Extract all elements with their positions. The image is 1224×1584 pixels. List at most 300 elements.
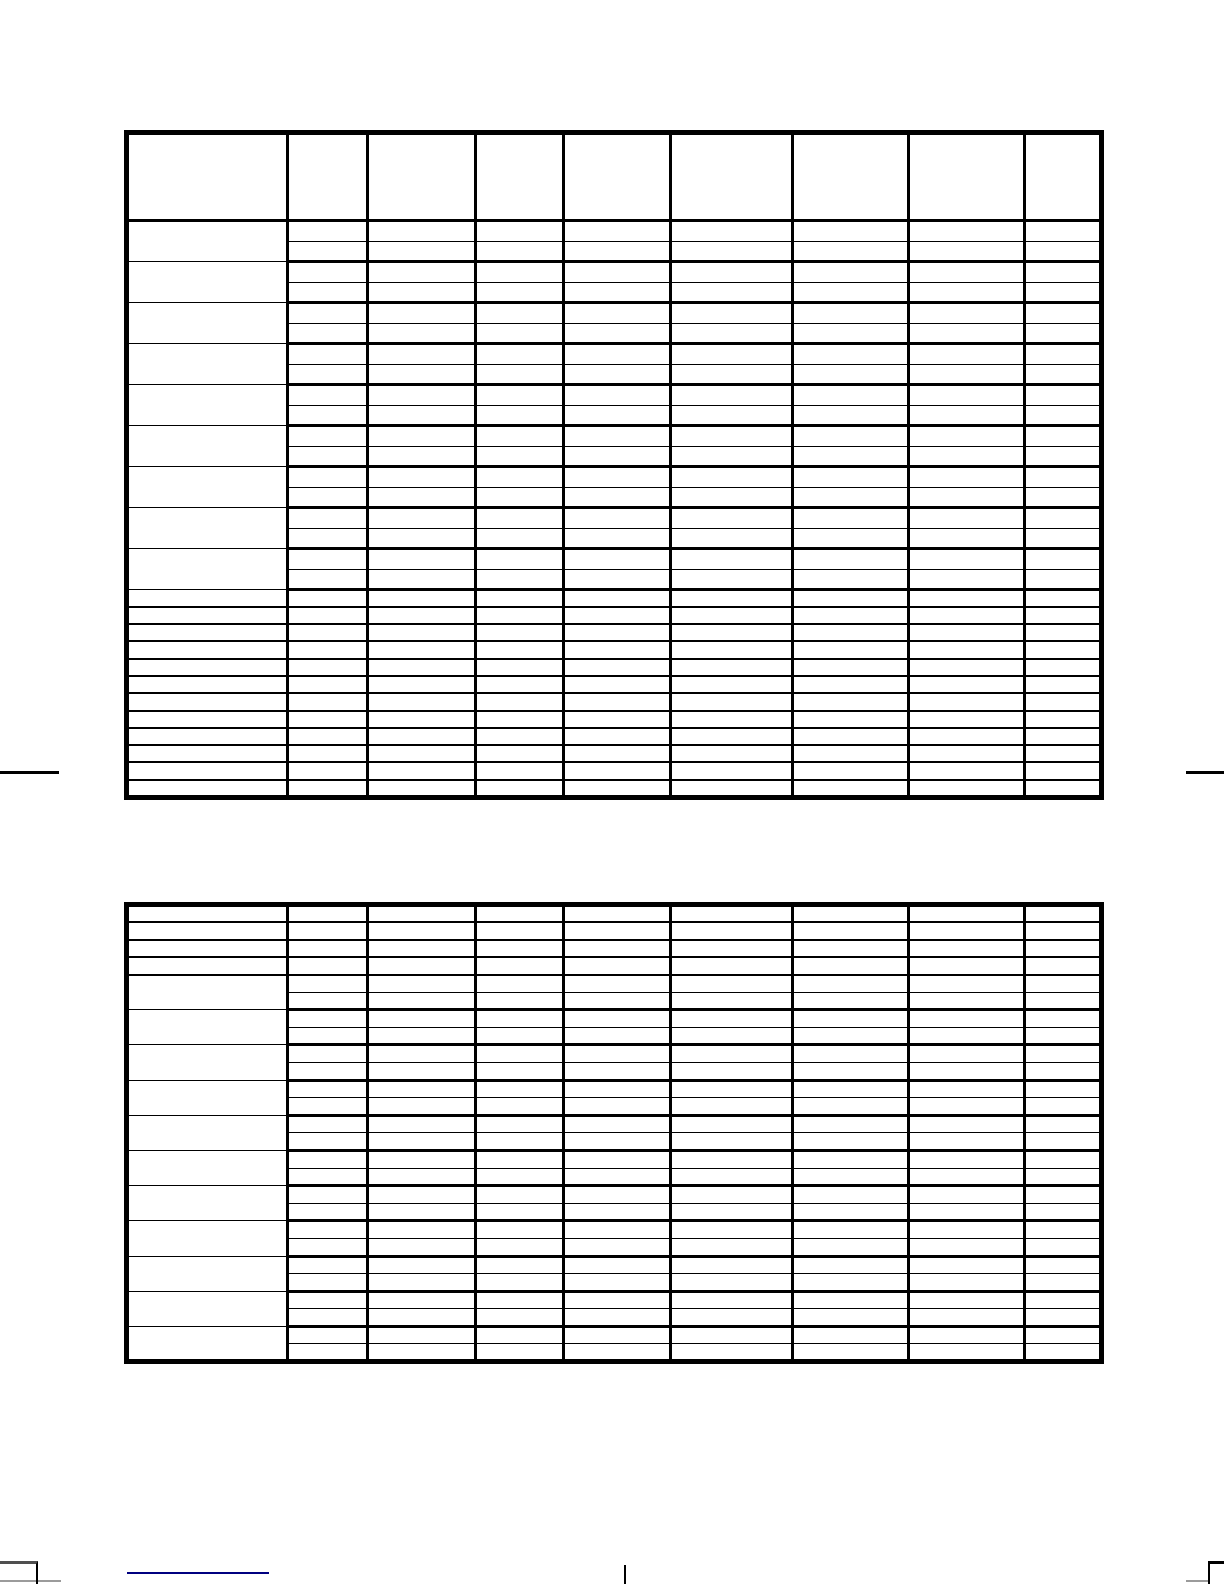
table-cell: [564, 569, 671, 590]
table-cell: [476, 711, 564, 728]
table-cell: [793, 221, 909, 242]
table-cell: [909, 1027, 1025, 1045]
table-row: [127, 1326, 1102, 1344]
table-cell: [909, 711, 1025, 728]
table-cell: [909, 549, 1025, 570]
table-row: [127, 590, 1102, 607]
row-label-cell: [127, 1221, 288, 1256]
table-cell: [368, 905, 476, 923]
table-cell: [476, 762, 564, 779]
table-cell: [1025, 940, 1102, 958]
row-label-cell: [127, 1080, 288, 1115]
table-cell: [1025, 385, 1102, 406]
table-cell: [1025, 1221, 1102, 1239]
table-cell: [1025, 467, 1102, 488]
table-cell: [793, 693, 909, 710]
table-cell: [909, 607, 1025, 624]
table-cell: [476, 992, 564, 1010]
table-cell: [476, 528, 564, 549]
table-cell: [1025, 426, 1102, 447]
table-cell: [1025, 364, 1102, 385]
table-cell: [671, 385, 793, 406]
table-cell: [671, 528, 793, 549]
row-label-cell: [127, 905, 288, 923]
table-row: [127, 1256, 1102, 1274]
table-cell: [368, 528, 476, 549]
table-cell: [909, 528, 1025, 549]
table-row: [127, 344, 1102, 365]
table-cell: [909, 728, 1025, 745]
bottom-center-tick-mark: [624, 1565, 626, 1584]
table-cell: [793, 1115, 909, 1133]
table-cell: [368, 676, 476, 693]
table-cell: [476, 508, 564, 529]
table-cell: [476, 1238, 564, 1256]
table-cell: [793, 1238, 909, 1256]
row-label-cell: [127, 385, 288, 426]
table-cell: [671, 641, 793, 658]
table-cell: [288, 992, 368, 1010]
table-cell: [909, 1045, 1025, 1063]
table-cell: [909, 992, 1025, 1010]
table-cell: [288, 1326, 368, 1344]
table-row: [127, 641, 1102, 658]
table-cell: [671, 1115, 793, 1133]
table-cell: [1025, 1203, 1102, 1221]
table-cell: [793, 446, 909, 467]
table-cell: [288, 1080, 368, 1098]
table-cell: [288, 975, 368, 993]
table-cell: [288, 446, 368, 467]
table-cell: [368, 922, 476, 940]
bottom-left-corner-mark: [0, 1561, 38, 1584]
table-cell: [671, 344, 793, 365]
table-cell: [1025, 711, 1102, 728]
table-cell: [671, 1256, 793, 1274]
table-row: [127, 549, 1102, 570]
row-label-cell: [127, 780, 288, 797]
table-cell: [793, 1326, 909, 1344]
table-cell: [1025, 1098, 1102, 1116]
table-cell: [368, 344, 476, 365]
table-cell: [564, 1326, 671, 1344]
table-cell: [671, 221, 793, 242]
table-cell: [909, 940, 1025, 958]
right-edge-crop-mark: [1186, 771, 1224, 774]
table-cell: [909, 1186, 1025, 1204]
table-cell: [368, 992, 476, 1010]
table-cell: [1025, 780, 1102, 797]
table-cell: [909, 303, 1025, 324]
table-cell: [368, 385, 476, 406]
upper-blank-table: [124, 130, 1104, 800]
table-cell: [288, 1010, 368, 1028]
table-cell: [909, 467, 1025, 488]
table-cell: [1025, 762, 1102, 779]
table-cell: [288, 303, 368, 324]
table-cell: [1025, 528, 1102, 549]
table-cell: [793, 364, 909, 385]
table-cell: [1025, 975, 1102, 993]
table-cell: [671, 1045, 793, 1063]
table-cell: [476, 659, 564, 676]
table-cell: [564, 992, 671, 1010]
table-cell: [671, 1238, 793, 1256]
row-label-cell: [127, 549, 288, 590]
table-cell: [909, 762, 1025, 779]
table-cell: [671, 693, 793, 710]
table-row: [127, 1186, 1102, 1204]
table-cell: [564, 1221, 671, 1239]
table-cell: [288, 590, 368, 607]
table-cell: [476, 676, 564, 693]
table-cell: [671, 364, 793, 385]
table-cell: [368, 1168, 476, 1186]
table-cell: [476, 1045, 564, 1063]
table-cell: [476, 282, 564, 303]
table-cell: [671, 1010, 793, 1028]
table-cell: [1025, 1010, 1102, 1028]
table-cell: [564, 221, 671, 242]
table-row: [127, 940, 1102, 958]
table-cell: [909, 344, 1025, 365]
table-cell: [288, 241, 368, 262]
table-row: [127, 762, 1102, 779]
table-cell: [671, 659, 793, 676]
table-cell: [671, 1291, 793, 1309]
table-cell: [1025, 641, 1102, 658]
table-row: [127, 975, 1102, 993]
row-label-cell: [127, 728, 288, 745]
table-cell: [793, 385, 909, 406]
table-cell: [671, 607, 793, 624]
table-cell: [1025, 446, 1102, 467]
table-cell: [288, 905, 368, 923]
row-label-cell: [127, 922, 288, 940]
table-cell: [1025, 728, 1102, 745]
table-cell: [671, 940, 793, 958]
table-row: [127, 905, 1102, 923]
table-cell: [909, 569, 1025, 590]
table-cell: [476, 957, 564, 975]
table-cell: [564, 1045, 671, 1063]
table-cell: [564, 1115, 671, 1133]
table-cell: [793, 1010, 909, 1028]
table-cell: [476, 780, 564, 797]
table-row: [127, 1221, 1102, 1239]
table-cell: [288, 676, 368, 693]
table-cell: [793, 344, 909, 365]
table-cell: [564, 1274, 671, 1292]
table-cell: [909, 133, 1025, 221]
table-cell: [909, 1133, 1025, 1151]
table-cell: [288, 426, 368, 447]
table-cell: [564, 323, 671, 344]
table-cell: [476, 624, 564, 641]
table-cell: [671, 1150, 793, 1168]
table-cell: [564, 1309, 671, 1327]
row-label-cell: [127, 975, 288, 1010]
table-cell: [564, 241, 671, 262]
table-cell: [793, 676, 909, 693]
table-cell: [793, 624, 909, 641]
table-cell: [476, 1326, 564, 1344]
row-label-cell: [127, 467, 288, 508]
table-cell: [476, 133, 564, 221]
table-cell: [476, 1062, 564, 1080]
table-cell: [1025, 590, 1102, 607]
table-cell: [793, 549, 909, 570]
table-row: [127, 385, 1102, 406]
row-label-cell: [127, 1150, 288, 1185]
table-cell: [288, 1115, 368, 1133]
table-cell: [671, 133, 793, 221]
row-label-cell: [127, 344, 288, 385]
table-row: [127, 426, 1102, 447]
table-cell: [671, 262, 793, 283]
left-edge-crop-mark: [0, 771, 59, 774]
table-cell: [288, 607, 368, 624]
table-cell: [368, 364, 476, 385]
table-cell: [1025, 693, 1102, 710]
row-label-cell: [127, 607, 288, 624]
table-cell: [909, 1344, 1025, 1362]
table-cell: [288, 940, 368, 958]
table-cell: [793, 659, 909, 676]
table-cell: [671, 508, 793, 529]
bottom-blue-underline: [127, 1572, 269, 1574]
table-cell: [564, 303, 671, 324]
table-cell: [288, 1256, 368, 1274]
table-cell: [368, 1115, 476, 1133]
table-cell: [288, 1045, 368, 1063]
table-cell: [564, 426, 671, 447]
table-cell: [1025, 1168, 1102, 1186]
table-cell: [368, 624, 476, 641]
table-cell: [1025, 1256, 1102, 1274]
table-cell: [1025, 676, 1102, 693]
table-cell: [368, 1045, 476, 1063]
table-cell: [1025, 282, 1102, 303]
table-cell: [671, 1133, 793, 1151]
row-label-cell: [127, 262, 288, 303]
table-cell: [793, 303, 909, 324]
table-cell: [1025, 607, 1102, 624]
table-cell: [1025, 1309, 1102, 1327]
table-cell: [368, 780, 476, 797]
row-label-cell: [127, 1010, 288, 1045]
table-cell: [564, 975, 671, 993]
table-cell: [368, 762, 476, 779]
table-cell: [476, 745, 564, 762]
table-cell: [368, 745, 476, 762]
table-cell: [1025, 1027, 1102, 1045]
table-cell: [368, 711, 476, 728]
table-cell: [793, 1274, 909, 1292]
table-row: [127, 607, 1102, 624]
table-cell: [476, 221, 564, 242]
table-cell: [793, 641, 909, 658]
table-cell: [671, 762, 793, 779]
table-cell: [288, 385, 368, 406]
table-cell: [564, 1344, 671, 1362]
table-cell: [909, 641, 1025, 658]
table-cell: [288, 405, 368, 426]
table-cell: [909, 405, 1025, 426]
table-cell: [671, 1168, 793, 1186]
table-cell: [793, 1203, 909, 1221]
table-cell: [564, 1080, 671, 1098]
table-cell: [793, 762, 909, 779]
table-cell: [909, 922, 1025, 940]
table-cell: [909, 659, 1025, 676]
table-row: [127, 133, 1102, 221]
table-cell: [793, 728, 909, 745]
table-cell: [1025, 262, 1102, 283]
table-cell: [368, 405, 476, 426]
table-cell: [671, 1309, 793, 1327]
table-cell: [793, 282, 909, 303]
table-cell: [288, 1291, 368, 1309]
table-cell: [793, 133, 909, 221]
table-cell: [1025, 905, 1102, 923]
table-cell: [793, 1098, 909, 1116]
table-cell: [671, 711, 793, 728]
table-cell: [476, 1098, 564, 1116]
table-cell: [793, 1309, 909, 1327]
table-row: [127, 1010, 1102, 1028]
table-cell: [288, 1309, 368, 1327]
table-cell: [909, 590, 1025, 607]
table-cell: [564, 1098, 671, 1116]
row-label-cell: [127, 940, 288, 958]
table-cell: [476, 693, 564, 710]
table-cell: [288, 1168, 368, 1186]
table-cell: [368, 241, 476, 262]
row-label-cell: [127, 693, 288, 710]
table-cell: [368, 1010, 476, 1028]
table-cell: [564, 528, 671, 549]
table-cell: [564, 762, 671, 779]
table-cell: [476, 487, 564, 508]
table-row: [127, 711, 1102, 728]
table-cell: [793, 1291, 909, 1309]
table-cell: [476, 975, 564, 993]
table-cell: [671, 992, 793, 1010]
table-cell: [564, 385, 671, 406]
table-cell: [671, 467, 793, 488]
table-cell: [909, 1291, 1025, 1309]
table-cell: [368, 1274, 476, 1292]
table-cell: [793, 975, 909, 993]
table-cell: [288, 745, 368, 762]
table-cell: [671, 446, 793, 467]
table-cell: [671, 1080, 793, 1098]
table-cell: [909, 1150, 1025, 1168]
table-cell: [368, 467, 476, 488]
table-cell: [288, 728, 368, 745]
table-cell: [564, 1291, 671, 1309]
table-cell: [564, 405, 671, 426]
table-cell: [909, 1203, 1025, 1221]
table-cell: [671, 569, 793, 590]
table-cell: [288, 1186, 368, 1204]
table-cell: [564, 1186, 671, 1204]
table-cell: [909, 745, 1025, 762]
table-cell: [1025, 1115, 1102, 1133]
table-row: [127, 728, 1102, 745]
table-cell: [1025, 323, 1102, 344]
table-cell: [793, 1150, 909, 1168]
table-cell: [368, 303, 476, 324]
table-cell: [671, 1098, 793, 1116]
table-cell: [671, 905, 793, 923]
table-cell: [368, 262, 476, 283]
table-cell: [288, 711, 368, 728]
table-cell: [368, 1309, 476, 1327]
table-cell: [564, 487, 671, 508]
table-row: [127, 693, 1102, 710]
table-cell: [671, 405, 793, 426]
table-cell: [368, 323, 476, 344]
table-cell: [909, 1309, 1025, 1327]
table-cell: [476, 1203, 564, 1221]
table-cell: [909, 1274, 1025, 1292]
table-cell: [671, 590, 793, 607]
table-cell: [288, 693, 368, 710]
table-cell: [564, 607, 671, 624]
table-cell: [793, 992, 909, 1010]
table-cell: [564, 1027, 671, 1045]
table-cell: [476, 590, 564, 607]
table-cell: [564, 641, 671, 658]
table-cell: [288, 1274, 368, 1292]
row-label-cell: [127, 659, 288, 676]
table-cell: [368, 1238, 476, 1256]
table-cell: [476, 728, 564, 745]
table-cell: [288, 1203, 368, 1221]
table-cell: [1025, 487, 1102, 508]
table-cell: [368, 641, 476, 658]
table-cell: [476, 905, 564, 923]
table-cell: [476, 1256, 564, 1274]
table-cell: [476, 1115, 564, 1133]
table-cell: [476, 364, 564, 385]
table-cell: [793, 1045, 909, 1063]
table-row: [127, 676, 1102, 693]
table-cell: [1025, 344, 1102, 365]
table-cell: [288, 1133, 368, 1151]
table-cell: [1025, 303, 1102, 324]
table-cell: [793, 323, 909, 344]
table-cell: [288, 1098, 368, 1116]
table-cell: [564, 659, 671, 676]
table-cell: [288, 957, 368, 975]
table-cell: [564, 133, 671, 221]
table-cell: [288, 344, 368, 365]
table-cell: [793, 405, 909, 426]
table-cell: [671, 549, 793, 570]
table-cell: [368, 549, 476, 570]
table-row: [127, 262, 1102, 283]
table-cell: [476, 426, 564, 447]
row-label-cell: [127, 745, 288, 762]
table-cell: [288, 569, 368, 590]
table-cell: [288, 1062, 368, 1080]
bottom-right-corner-mark: [1208, 1561, 1224, 1584]
table-cell: [1025, 1150, 1102, 1168]
table-cell: [909, 508, 1025, 529]
